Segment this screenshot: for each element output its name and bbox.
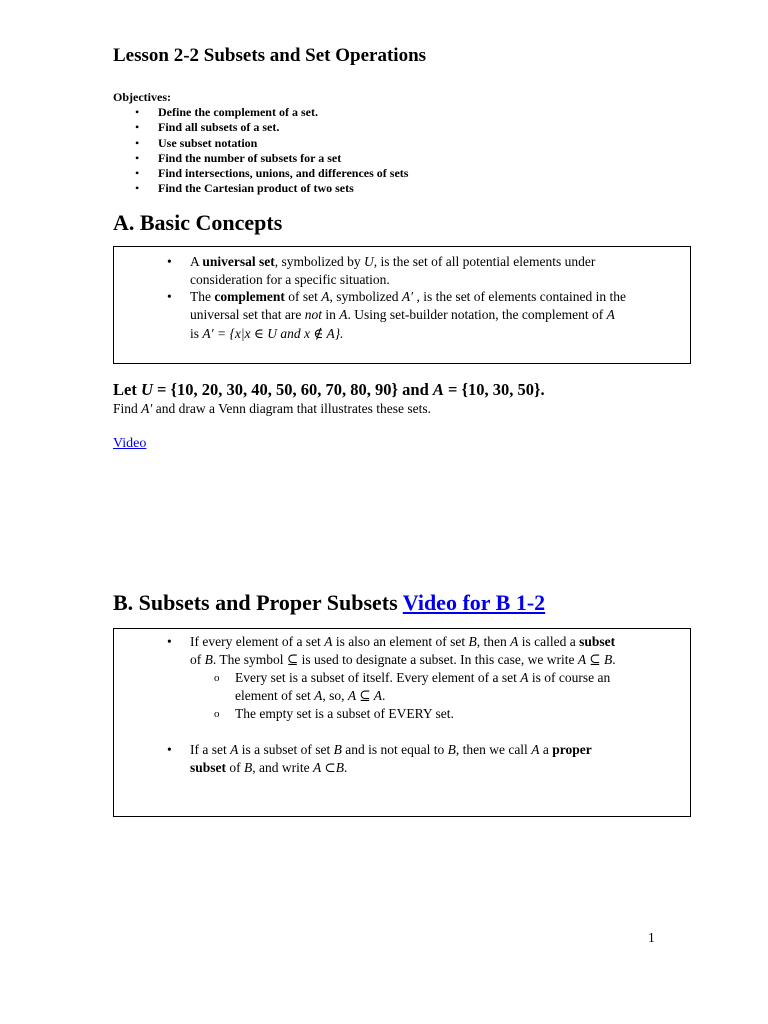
objectives-list <box>113 105 408 197</box>
video-for-b-link[interactable]: Video for B 1-2 <box>402 590 546 615</box>
proper-subset-bullet-line2: subset of B, and write A ⊂B. <box>190 760 348 775</box>
example-instruction: Find A′ and draw a Venn diagram that illustrates these sets. <box>113 401 432 416</box>
objective-item: • Find all subsets of a set. <box>113 120 408 135</box>
objective-item: • Use subset notation <box>113 136 408 151</box>
objective-item: • Find the number of subsets for a set <box>113 151 408 166</box>
term-proper: proper <box>552 742 592 757</box>
example-statement: Let U = {10, 20, 30, 40, 50, 60, 70, 80, 90} and A = {10, 30, 50}. <box>113 380 545 399</box>
term-subset: subset <box>579 634 616 649</box>
objectives-label: Objectives: <box>113 90 171 104</box>
objective-item: • Find the Cartesian product of two sets <box>113 181 408 196</box>
term-complement: complement <box>214 289 285 304</box>
subset-symbol: ⊆ <box>286 652 299 667</box>
subset-bullet-line2: of B. The symbol ⊆ is used to designate a subset. In this case, we write A ⊆ B. <box>190 652 616 667</box>
section-a-heading: A. Basic Concepts <box>113 210 283 235</box>
subset-subitem-itself-line1: o Every set is a subset of itself. Every element of a set A is of course an <box>214 670 611 685</box>
complement-bullet-line2: universal set that are not in A. Using set-builder notation, the complement of A <box>190 307 615 322</box>
universal-set-bullet-line1: • A universal set, symbolized by U, is the set of all potential elements under <box>167 254 596 269</box>
page-number: 1 <box>648 930 655 945</box>
proper-subset-bullet-line1: • If a set A is a subset of set B and is not equal to B, then we call A a proper <box>167 742 592 757</box>
video-link[interactable]: Video <box>113 436 147 451</box>
section-b-heading: B. Subsets and Proper Subsets Video for B 1-2 <box>113 590 546 615</box>
complement-bullet-line3: is A′ = {x|x ∈ U and x ∉ A}. <box>190 326 344 341</box>
universal-set-bullet-line2: consideration for a specific situation. <box>190 272 390 287</box>
term-universal-set: universal set <box>202 254 275 269</box>
complement-set-builder-formula: A′ = {x|x ∈ U and x ∉ A}. <box>202 326 344 341</box>
lesson-title: Lesson 2-2 Subsets and Set Operations <box>113 45 427 66</box>
objective-item: • Define the complement of a set. <box>113 105 408 120</box>
complement-bullet-line1: • The complement of set A, symbolized A′ , is the set of elements contained in the <box>167 289 627 304</box>
term-subset-2: subset <box>190 760 227 775</box>
subset-bullet-line1: • If every element of a set A is also an element of set B, then A is called a subset <box>167 634 616 649</box>
subset-subitem-empty-set: o The empty set is a subset of EVERY set. <box>214 706 454 721</box>
subset-subitem-itself-line2: element of set A, so, A ⊆ A. <box>235 688 386 703</box>
objective-item: • Find intersections, unions, and differences of sets <box>113 166 408 181</box>
